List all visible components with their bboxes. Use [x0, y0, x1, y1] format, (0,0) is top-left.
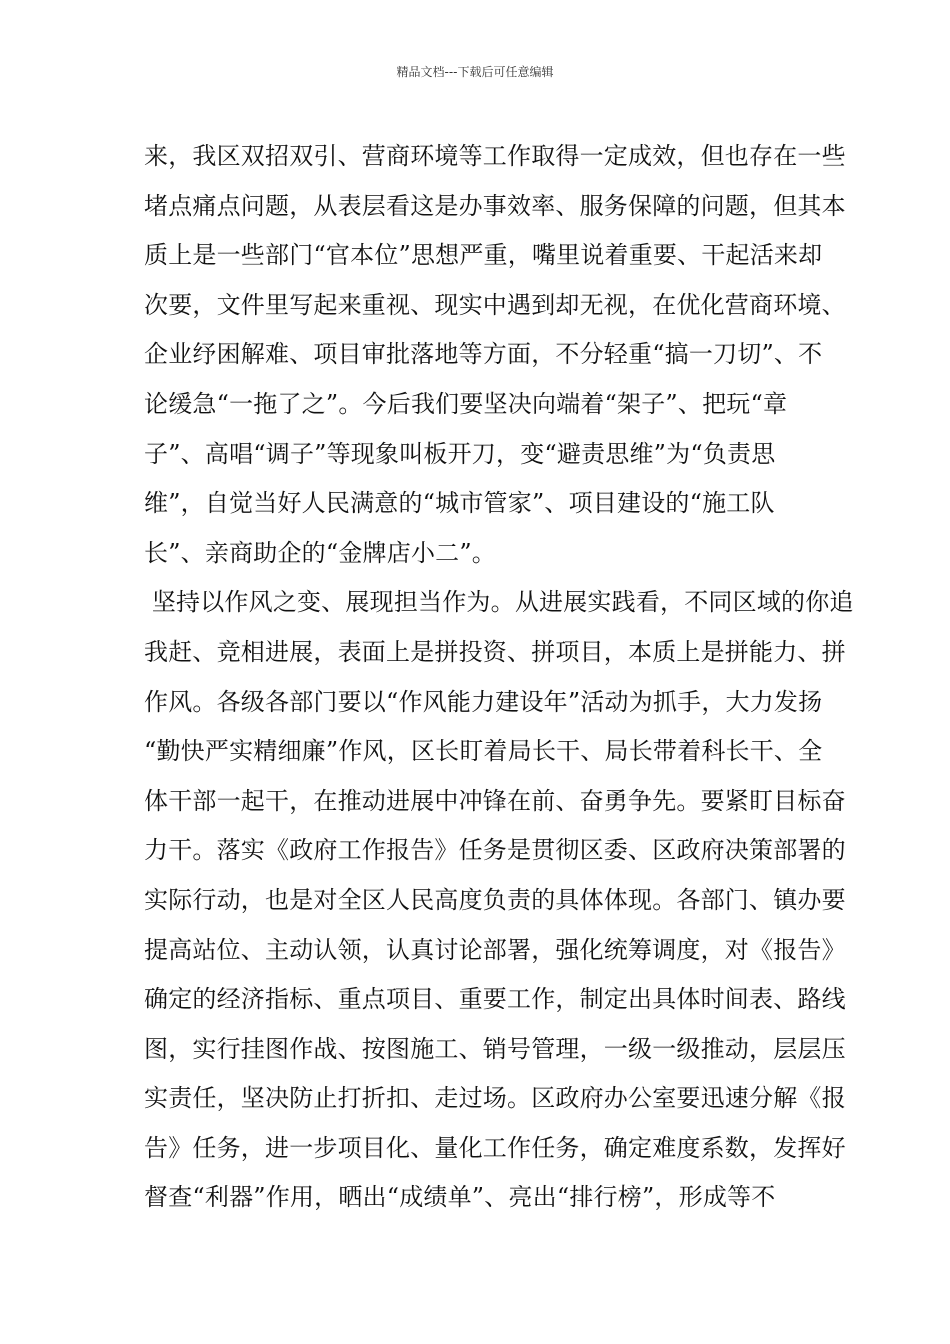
text-line: 督查“利器”作用，晒出“成绩单”、亮出“排行榜”，形成等不 [144, 1183, 776, 1212]
text-line: 来，我区双招双引、营商环境等工作取得一定成效，但也存在一些 [144, 142, 846, 170]
text-line: 告》任务，进一步项目化、量化工作任务，确定难度系数，发挥好 [144, 1133, 846, 1162]
text-line: 论缓急“一拖了之”。今后我们要坚决向端着“架子”、把玩“章 [144, 389, 788, 418]
text-line: 企业纾困解难、项目审批落地等方面，不分轻重“搞一刀切”、不 [144, 340, 823, 369]
text-line: 体干部一起干，在推动进展中冲锋在前、奋勇争先。要紧盯目标奋 [144, 786, 846, 815]
text-line: 堵点痛点问题，从表层看这是办事效率、服务保障的问题，但其本 [144, 191, 846, 220]
text-line: 实际行动，也是对全区人民高度负责的具体体现。各部门、镇办要 [144, 885, 846, 914]
text-line: 力干。落实《政府工作报告》任务是贯彻区委、区政府决策部署的 [144, 836, 846, 865]
text-line: 提高站位、主动认领，认真讨论部署，强化统筹调度，对《报告》 [144, 935, 846, 964]
text-line: 维”，自觉当好人民满意的“城市管家”、项目建设的“施工队 [144, 489, 775, 518]
text-line: 长”、亲商助企的“金牌店小二”。 [144, 538, 497, 567]
text-line: 作风。各级各部门要以“作风能力建设年”活动为抓手，大力发扬 [144, 687, 823, 716]
text-line: 我赶、竞相进展，表面上是拼投资、拼项目，本质上是拼能力、拼 [144, 637, 846, 666]
text-line: 子”、高唱“调子”等现象叫板开刀，变“避责思维”为“负责思 [144, 439, 776, 468]
text-line: 次要，文件里写起来重视、现实中遇到却无视，在优化营商环境、 [144, 290, 846, 319]
text-line: 图，实行挂图作战、按图施工、销号管理，一级一级推动，层层压 [144, 1034, 846, 1063]
page-header: 精品文档---下载后可任意编辑 [396, 65, 554, 79]
text-line: 质上是一些部门“官本位”思想严重，嘴里说着重要、干起活来却 [144, 241, 823, 270]
text-line: 确定的经济指标、重点项目、重要工作，制定出具体时间表、路线 [144, 985, 846, 1014]
text-line: 坚持以作风之变、展现担当作为。从进展实践看，不同区域的你追 [144, 588, 854, 617]
text-line: “勤快严实精细廉”作风，区长盯着局长干、局长带着科长干、全 [144, 737, 823, 766]
text-line: 实责任，坚决防止打折扣、走过场。区政府办公室要迅速分解《报 [144, 1084, 846, 1113]
document-body [144, 132, 854, 1223]
